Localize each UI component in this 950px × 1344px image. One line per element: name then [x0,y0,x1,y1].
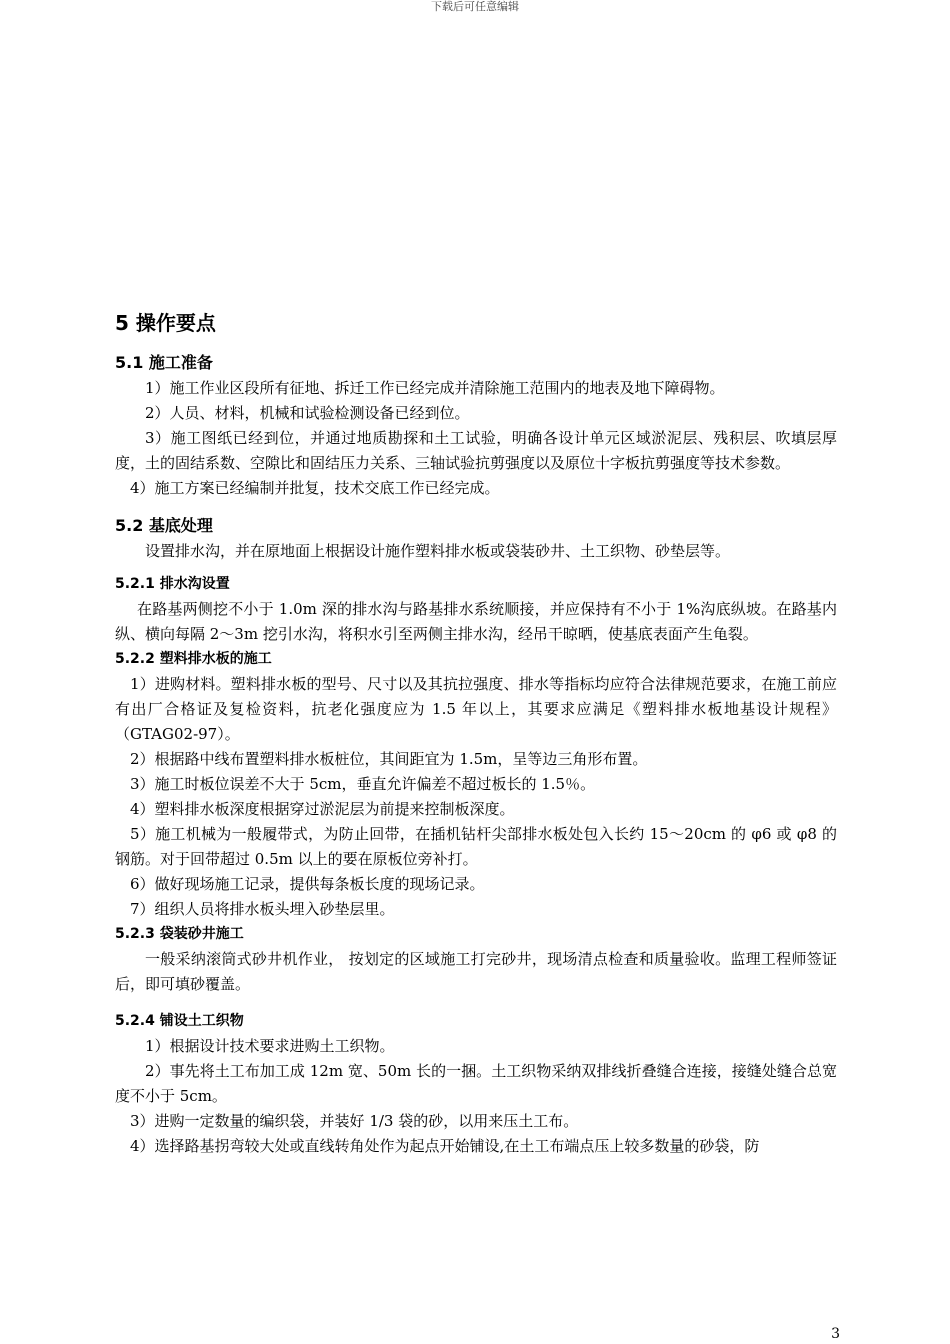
paragraph: 7）组织人员将排水板头埋入砂垫层里。 [130,900,395,918]
paragraph: 在路基两侧挖不小于 1.0m 深的排水沟与路基排水系统顺接，并应保持有不小于 1%沟底纵坡。在路基内纵、横向每隔 2～3m 挖引水沟，将积水引至两侧主排水沟，经吊干晾晒，使基底表面产生龟裂。 [115,600,837,643]
paragraph: 设置排水沟，并在原地面上根据设计施作塑料排水板或袋装砂井、土工织物、砂垫层等。 [145,542,731,560]
paragraph: 3）施工时板位误差不大于 5cm，垂直允许偏差不超过板长的 1.5％。 [130,775,596,793]
paragraph: 2）人员、材料，机械和试验检测设备已经到位。 [145,404,470,422]
document-body [115,308,837,1159]
paragraph: 2）根据路中线布置塑料排水板桩位，其间距宜为 1.5m，呈等边三角形布置。 [130,750,648,768]
subsection-title-5-1: 5.1 施工准备 [115,353,213,372]
subsection-title-5-2-1: 5.2.1 排水沟设置 [115,576,230,592]
subsection-title-5-2-2: 5.2.2 塑料排水板的施工 [115,651,272,667]
paragraph: 4）选择路基拐弯较大处或直线转角处作为起点开始铺设,在土工布端点压上较多数量的砂袋，防 [130,1137,760,1155]
paragraph: 5）施工机械为一般履带式，为防止回带，在插机钻杆尖部排水板处包入长约 15～20cm 的 φ6 或 φ8 的钢筋。对于回带超过 0.5m 以上的要在原板位旁补打。 [115,825,837,868]
subsection-title-5-2-3: 5.2.3 袋装砂井施工 [115,926,244,942]
paragraph: 3）施工图纸已经到位，并通过地质勘探和土工试验，明确各设计单元区域淤泥层、残积层、吹填层厚度，土的固结系数、空隙比和固结压力关系、三轴试验抗剪强度以及原位十字板抗剪强度等技术参数。 [115,429,837,472]
paragraph: 3）进购一定数量的编织袋，并装好 1/3 袋的砂，以用来压土工布。 [130,1112,579,1130]
subsection-title-5-2: 5.2 基底处理 [115,516,213,535]
subsection-title-5-2-4: 5.2.4 铺设土工织物 [115,1013,244,1029]
paragraph: 2）事先将土工布加工成 12m 宽、50m 长的一捆。土工织物采纳双排线折叠缝合连接，接缝处缝合总宽度不小于 5cm。 [115,1062,837,1105]
paragraph: 1）进购材料。塑料排水板的型号、尺寸以及其抗拉强度、排水等指标均应符合法律规范要求，在施工前应有出厂合格证及复检资料，抗老化强度应为 1.5 年以上，其要求应满足《塑料排水板地基设计规程》（GTAG02-97）。 [115,675,837,743]
section-title: 5 操作要点 [115,311,216,335]
page-number: 3 [831,1326,840,1342]
paragraph: 4）施工方案已经编制并批复，技术交底工作已经完成。 [130,479,500,497]
page-header: 下载后可任意编辑 [431,0,519,13]
paragraph: 4）塑料排水板深度根据穿过淤泥层为前提来控制板深度。 [130,800,515,818]
paragraph: 一般采纳滚筒式砂井机作业， 按划定的区域施工打完砂井，现场清点检查和质量验收。监理工程师签证后，即可填砂覆盖。 [115,950,837,993]
paragraph: 1）施工作业区段所有征地、拆迁工作已经完成并清除施工范围内的地表及地下障碍物。 [145,379,725,397]
paragraph: 6）做好现场施工记录，提供每条板长度的现场记录。 [130,875,485,893]
paragraph: 1）根据设计技术要求进购土工织物。 [145,1037,395,1055]
